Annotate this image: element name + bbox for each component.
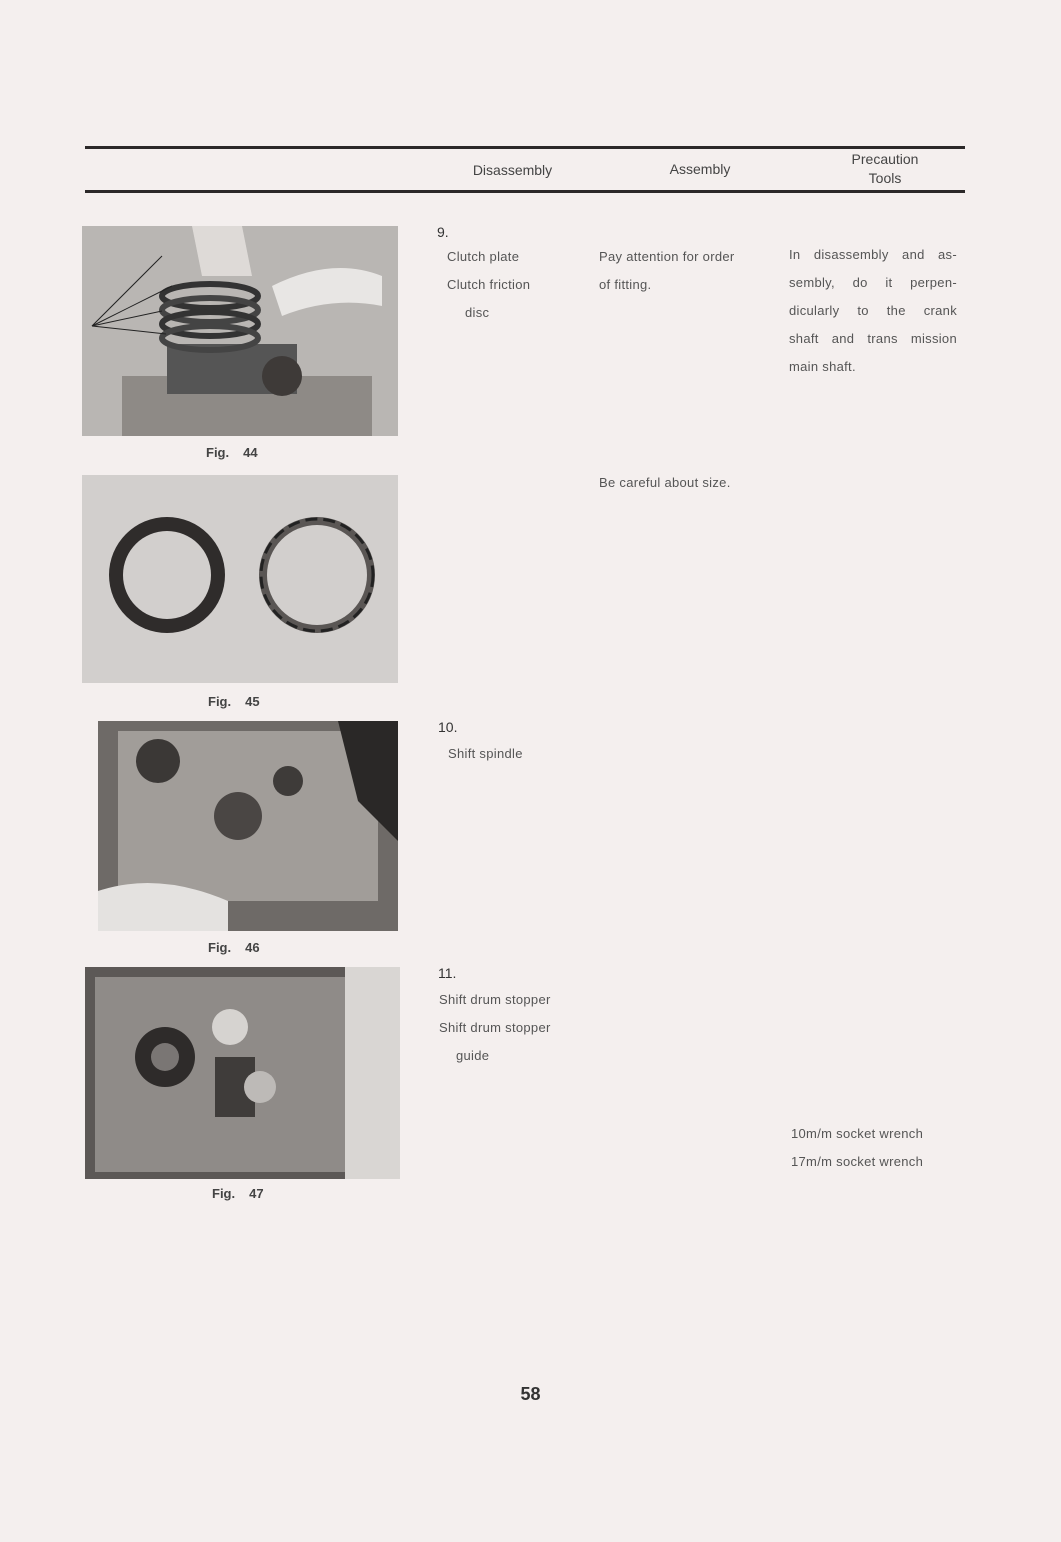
header-top-rule [85, 146, 965, 149]
step-9-precaution-line-4: shaft and trans mission [789, 331, 957, 346]
step-9-disassembly-line-2: Clutch friction [447, 277, 531, 292]
column-header-assembly: Assembly [669, 161, 731, 177]
step-11-disassembly-line-3: guide [456, 1048, 490, 1063]
step-9-disassembly-line-3: disc [465, 305, 490, 320]
column-header-disassembly: Disassembly [472, 162, 553, 178]
column-header-precaution: Precaution [851, 151, 919, 167]
step-9-precaution-line-5: main shaft. [789, 359, 856, 374]
figure-44-number: 44 [243, 445, 258, 460]
clutch-plates-illustration [82, 226, 398, 436]
figure-47-number: 47 [249, 1186, 264, 1201]
figure-45-label: Fig. [208, 694, 232, 709]
step-9-precaution-line-1: In disassembly and as- [789, 247, 957, 262]
column-header-tools: Tools [868, 170, 902, 186]
figure-47-photo [85, 967, 400, 1179]
column-header-precaution-tools [830, 150, 940, 188]
figure-44-caption [206, 445, 272, 460]
figure-45-caption [208, 694, 274, 709]
figure-46-label: Fig. [208, 940, 232, 955]
step-11-number: 11. [438, 965, 457, 981]
step-9-number: 9. [437, 224, 449, 240]
figure-45-number: 45 [245, 694, 260, 709]
figure-47-caption [212, 1186, 278, 1201]
clutch-discs-illustration [82, 475, 398, 683]
figure-44-label: Fig. [206, 445, 230, 460]
step-11-tool-line-1: 10m/m socket wrench [791, 1126, 924, 1141]
step-11-tool-line-2: 17m/m socket wrench [791, 1154, 924, 1169]
step-11-disassembly-line-1: Shift drum stopper [439, 992, 551, 1007]
step-11-disassembly-line-2: Shift drum stopper [439, 1020, 551, 1035]
step-10-number: 10. [438, 719, 458, 735]
figure-47-label: Fig. [212, 1186, 236, 1201]
page-number: 58 [520, 1384, 541, 1404]
figure-46-caption [208, 940, 274, 955]
shift-spindle-illustration [98, 721, 398, 931]
figure-44-photo [82, 226, 398, 436]
step-9-disassembly-line-1: Clutch plate [447, 249, 520, 264]
step-9-assembly-note: Be careful about size. [599, 475, 731, 490]
shift-drum-stopper-illustration [85, 967, 400, 1179]
header-bottom-rule [85, 190, 965, 193]
step-9-assembly-line-1: Pay attention for order [599, 249, 735, 264]
figure-46-photo [98, 721, 398, 931]
figure-46-number: 46 [245, 940, 260, 955]
step-9-precaution-line-2: sembly, do it perpen- [789, 275, 957, 290]
figure-45-photo [82, 475, 398, 683]
step-9-precaution-line-3: dicularly to the crank [789, 303, 957, 318]
step-9-assembly-line-2: of fitting. [599, 277, 652, 292]
step-10-disassembly-line-1: Shift spindle [448, 746, 523, 761]
